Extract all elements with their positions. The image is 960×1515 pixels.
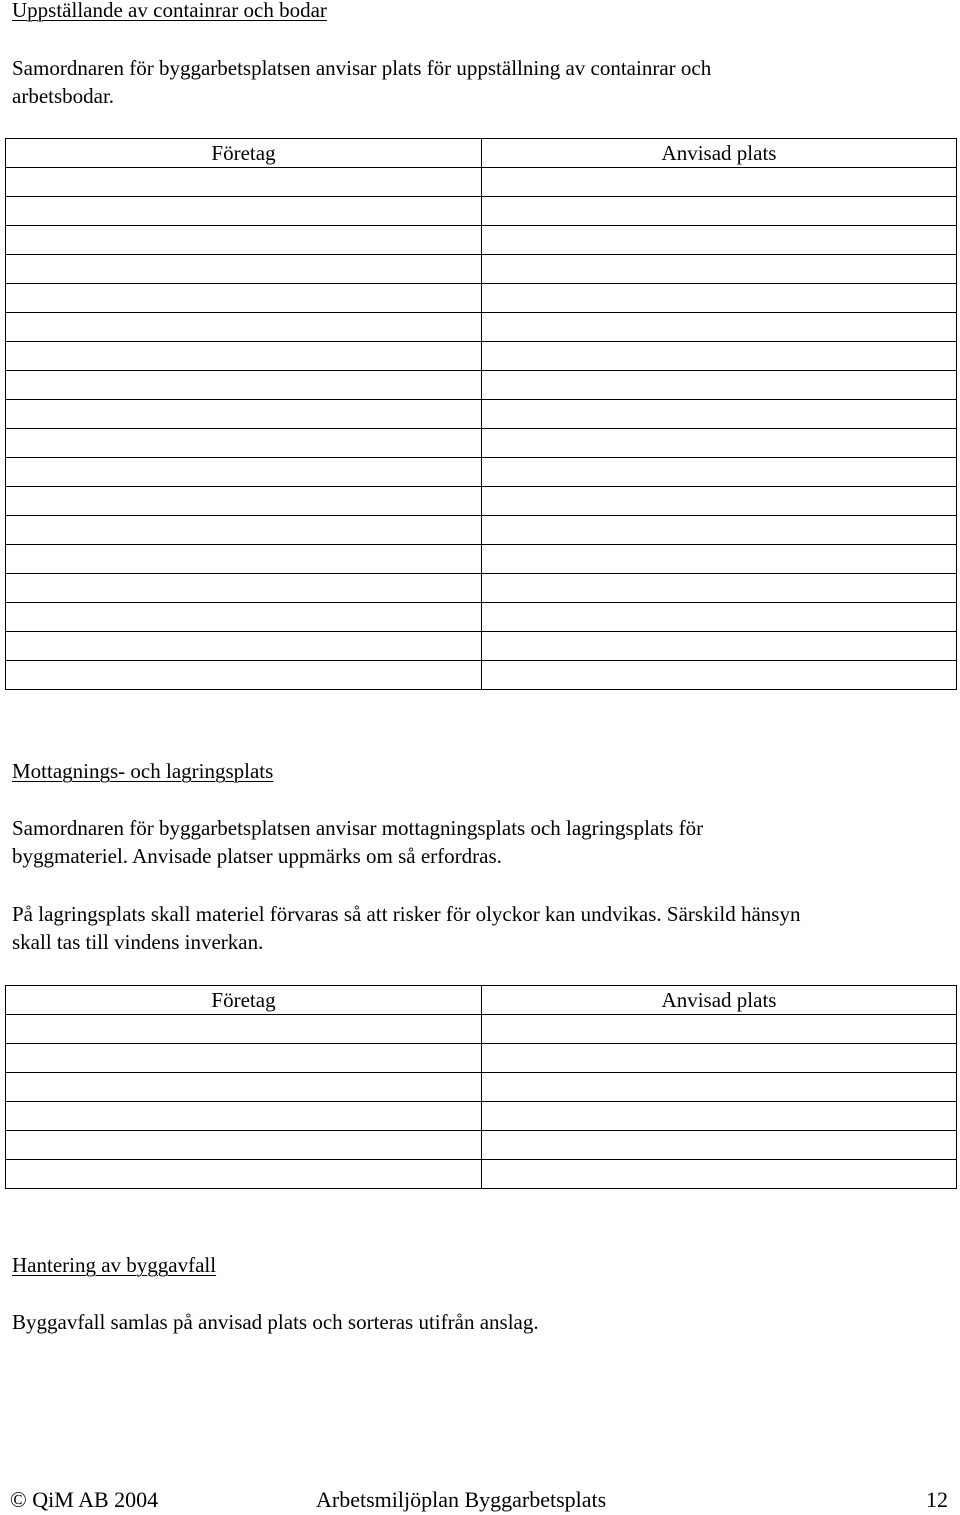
company-cell[interactable] [6,197,482,226]
company-cell[interactable] [6,1044,482,1073]
assigned-place-cell[interactable] [482,632,957,661]
assigned-place-cell[interactable] [482,429,957,458]
company-cell[interactable] [6,1160,482,1189]
section-paragraph: byggmateriel. Anvisade platser uppmärks om så erfordras. [12,844,502,868]
company-cell[interactable] [6,342,482,371]
column-header-assigned-place: Anvisad plats [482,986,957,1015]
company-cell[interactable] [6,487,482,516]
company-cell[interactable] [6,429,482,458]
assigned-place-cell[interactable] [482,1160,957,1189]
section-heading-waste: Hantering av byggavfall [12,1253,217,1277]
assigned-place-cell[interactable] [482,342,957,371]
assigned-place-cell[interactable] [482,226,957,255]
table-row [6,1160,957,1189]
company-cell[interactable] [6,284,482,313]
table-row [6,197,957,226]
assigned-place-cell[interactable] [482,545,957,574]
assigned-place-cell[interactable] [482,1073,957,1102]
table-header-row [6,986,957,1015]
assigned-place-cell[interactable] [482,1131,957,1160]
company-cell[interactable] [6,1015,482,1044]
column-header-company: Företag [6,986,482,1015]
table-row [6,342,957,371]
assigned-place-cell[interactable] [482,371,957,400]
company-cell[interactable] [6,226,482,255]
table-header-row [6,139,957,168]
company-cell[interactable] [6,1073,482,1102]
assigned-place-cell[interactable] [482,313,957,342]
section-paragraph: Samordnaren för byggarbetsplatsen anvisar mottagningsplats och lagringsplats för [12,816,704,840]
company-cell[interactable] [6,255,482,284]
company-cell[interactable] [6,168,482,197]
assigned-place-cell[interactable] [482,516,957,545]
table-row [6,429,957,458]
table-row [6,226,957,255]
table-row [6,313,957,342]
company-cell[interactable] [6,400,482,429]
section-paragraph: arbetsbodar. [12,84,115,108]
company-cell[interactable] [6,603,482,632]
table-row [6,487,957,516]
company-cell[interactable] [6,371,482,400]
table-row [6,1044,957,1073]
assigned-place-cell[interactable] [482,603,957,632]
table-row [6,574,957,603]
containers-placement-table [5,138,957,690]
assigned-place-cell[interactable] [482,400,957,429]
table-row [6,168,957,197]
section-heading-containers: Uppställande av containrar och bodar [12,0,327,22]
section-paragraph: Samordnaren för byggarbetsplatsen anvisar plats för uppställning av containrar och [12,56,712,80]
assigned-place-cell[interactable] [482,574,957,603]
section-paragraph: På lagringsplats skall materiel förvaras så att risker för olyckor kan undvikas. Särskild hänsyn [12,902,801,926]
section-paragraph: skall tas till vindens inverkan. [12,930,264,954]
table-row [6,545,957,574]
company-cell[interactable] [6,632,482,661]
table-row [6,371,957,400]
assigned-place-cell[interactable] [482,1044,957,1073]
table-row [6,284,957,313]
company-cell[interactable] [6,574,482,603]
company-cell[interactable] [6,313,482,342]
assigned-place-cell[interactable] [482,1015,957,1044]
footer-copyright: © QiM AB 2004 [10,1487,159,1512]
company-cell[interactable] [6,516,482,545]
assigned-place-cell[interactable] [482,1102,957,1131]
assigned-place-cell[interactable] [482,168,957,197]
footer-page-number: 12 [926,1487,948,1512]
assigned-place-cell[interactable] [482,661,957,690]
company-cell[interactable] [6,661,482,690]
assigned-place-cell[interactable] [482,197,957,226]
table-row [6,400,957,429]
storage-placement-table [5,985,957,1189]
table-row [6,661,957,690]
table-row [6,603,957,632]
assigned-place-cell[interactable] [482,487,957,516]
section-heading-storage: Mottagnings- och lagringsplats [12,759,274,783]
footer-document-title: Arbetsmiljöplan Byggarbetsplats [316,1487,607,1512]
table-row [6,1102,957,1131]
table-row [6,516,957,545]
company-cell[interactable] [6,1102,482,1131]
table-row [6,458,957,487]
table-row [6,1131,957,1160]
table-row [6,1073,957,1102]
table-row [6,632,957,661]
assigned-place-cell[interactable] [482,458,957,487]
assigned-place-cell[interactable] [482,284,957,313]
section-paragraph: Byggavfall samlas på anvisad plats och sorteras utifrån anslag. [12,1310,539,1334]
column-header-assigned-place: Anvisad plats [482,139,957,168]
company-cell[interactable] [6,545,482,574]
table-row [6,1015,957,1044]
company-cell[interactable] [6,458,482,487]
company-cell[interactable] [6,1131,482,1160]
column-header-company: Företag [6,139,482,168]
assigned-place-cell[interactable] [482,255,957,284]
table-row [6,255,957,284]
